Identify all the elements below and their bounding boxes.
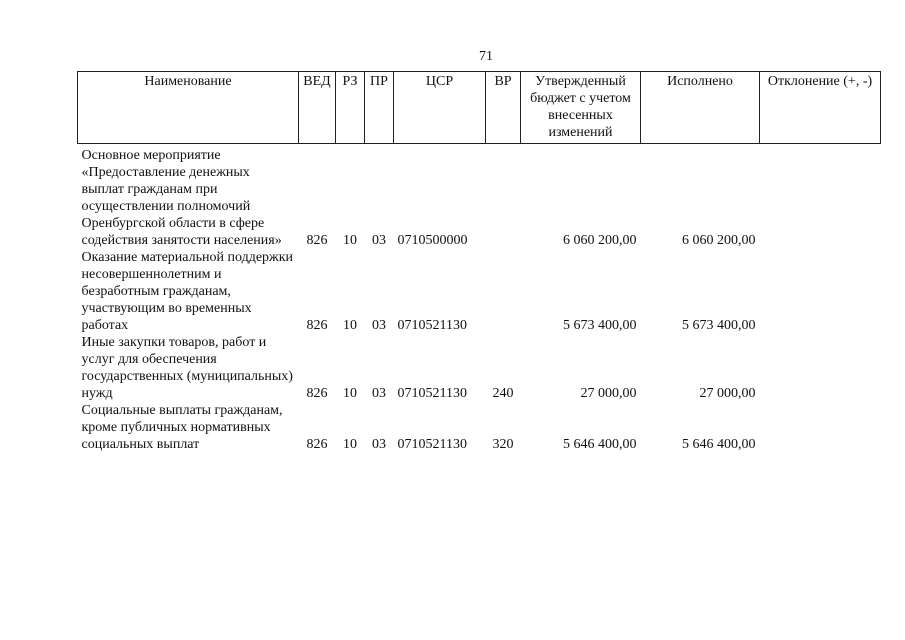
row-csr: 0710500000: [397, 233, 468, 248]
budget-table: [77, 71, 881, 453]
table-row: [78, 144, 881, 250]
row-deviation: [760, 144, 881, 250]
header-csr: ЦСР: [394, 72, 486, 144]
header-name: Наименование: [78, 72, 299, 144]
row-vr: 320: [492, 437, 514, 452]
row-pr: 03: [372, 233, 386, 248]
row-name: Оказание материальной поддержки несовершеннолетним и безработным гражданам, участвующим во временных работах: [81, 250, 294, 333]
row-csr: 0710521130: [397, 386, 467, 401]
row-name: Социальные выплаты гражданам, кроме публичных нормативных социальных выплат: [81, 403, 283, 452]
row-ved: 826: [306, 233, 328, 248]
row-approved: 27 000,00: [580, 386, 637, 401]
row-ved: 826: [306, 437, 328, 452]
row-rz: 10: [343, 233, 357, 248]
table-row: [78, 334, 881, 402]
row-vr: [486, 144, 521, 250]
row-executed: 5 646 400,00: [682, 437, 756, 452]
row-rz: 10: [343, 386, 357, 401]
table-header-row: [78, 72, 881, 144]
header-deviation: Отклонение (+, -): [760, 72, 881, 144]
header-vr: ВР: [486, 72, 521, 144]
row-executed: 27 000,00: [699, 386, 756, 401]
header-approved: Утвержденный бюджет с учетом внесенных изменений: [521, 72, 641, 144]
row-executed: 6 060 200,00: [682, 233, 756, 248]
row-deviation: [760, 334, 881, 402]
table-row: [78, 402, 881, 453]
row-rz: 10: [343, 318, 357, 333]
row-name: Иные закупки товаров, работ и услуг для обеспечения государственных (муниципальных) нужд: [81, 335, 293, 401]
row-pr: 03: [372, 386, 386, 401]
row-rz: 10: [343, 437, 357, 452]
header-rz: РЗ: [336, 72, 365, 144]
header-executed: Исполнено: [641, 72, 760, 144]
row-approved: 6 060 200,00: [563, 233, 637, 248]
row-approved: 5 646 400,00: [563, 437, 637, 452]
row-deviation: [760, 402, 881, 453]
row-vr: 240: [492, 386, 514, 401]
row-vr: [486, 249, 521, 334]
header-pr: ПР: [365, 72, 394, 144]
row-executed: 5 673 400,00: [682, 318, 756, 333]
row-pr: 03: [372, 437, 386, 452]
row-pr: 03: [372, 318, 386, 333]
row-deviation: [760, 249, 881, 334]
row-ved: 826: [306, 386, 328, 401]
header-ved: ВЕД: [299, 72, 336, 144]
row-approved: 5 673 400,00: [563, 318, 637, 333]
row-csr: 0710521130: [397, 437, 467, 452]
table-row: [78, 249, 881, 334]
row-ved: 826: [306, 318, 328, 333]
row-name: Основное мероприятие «Предоставление денежных выплат гражданам при осуществлении полномочий Оренбургской области в сфере содействия занятости населения»: [81, 148, 282, 248]
row-csr: 0710521130: [397, 318, 467, 333]
page-number: 71: [479, 49, 493, 64]
